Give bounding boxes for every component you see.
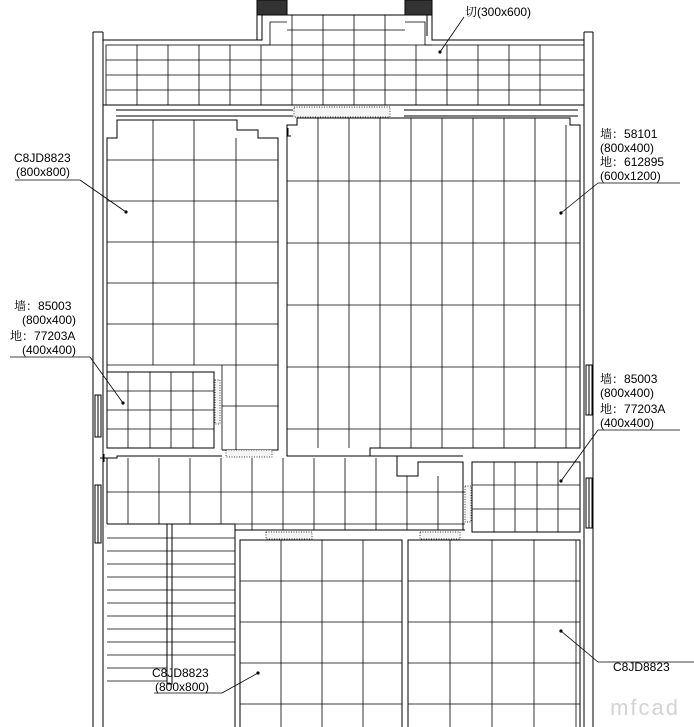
balcony-tile-grid (106, 15, 584, 105)
left-room-tile-grid (107, 120, 278, 450)
main-room-tile-grid (287, 118, 580, 456)
corridor-tile-grid (107, 448, 465, 530)
left-bath-wall-size: (800x400) (22, 313, 77, 327)
right-bath-floor-line: 地：77203A (600, 402, 666, 416)
main-room-wall-size: (800x400) (600, 141, 655, 155)
bottom-room-size: (800x800) (155, 680, 210, 694)
bottom-right-partial-code: C8JD8823 (613, 660, 670, 674)
right-bath-wall-line: 墙：85003 (600, 372, 658, 386)
right-bath-tile-grid (472, 462, 580, 532)
chimney-right (405, 0, 432, 15)
watermark: mfcad (610, 695, 680, 720)
doorway-threshold-left-room (226, 450, 272, 457)
left-bath-tile-grid (107, 372, 214, 448)
left-bath-wall-line: 墙：85003 (14, 299, 72, 313)
main-room-floor-line: 地：612895 (600, 155, 665, 169)
left-bath-floor-line: 地：77203A (10, 329, 76, 343)
doorway-threshold-top (294, 107, 390, 117)
doorway-threshold-bottom-right (420, 532, 460, 539)
bottom-right-room-tile-grid (408, 540, 580, 727)
bottom-room-code: C8JD8823 (152, 666, 209, 680)
chimney-left (257, 0, 287, 15)
main-room-wall-line: 墙：58101 (600, 127, 658, 141)
staircase (107, 524, 235, 727)
right-bath-wall-size: (800x400) (600, 386, 655, 400)
doorway-threshold-bottom-left (266, 532, 312, 539)
right-bath-floor-size: (400x400) (600, 416, 655, 430)
doorway-threshold-right-bath (465, 486, 471, 522)
bottom-left-room-tile-grid (240, 540, 402, 727)
left-room-code: C8JD8823 (14, 151, 71, 165)
top-cut-label: 切(300x600) (465, 5, 532, 19)
doorway-threshold-left-bath (215, 380, 220, 424)
left-bath-floor-size: (400x400) (22, 343, 77, 357)
main-room-floor-size: (600x1200) (600, 169, 661, 183)
left-room-size: (800x800) (16, 165, 71, 179)
